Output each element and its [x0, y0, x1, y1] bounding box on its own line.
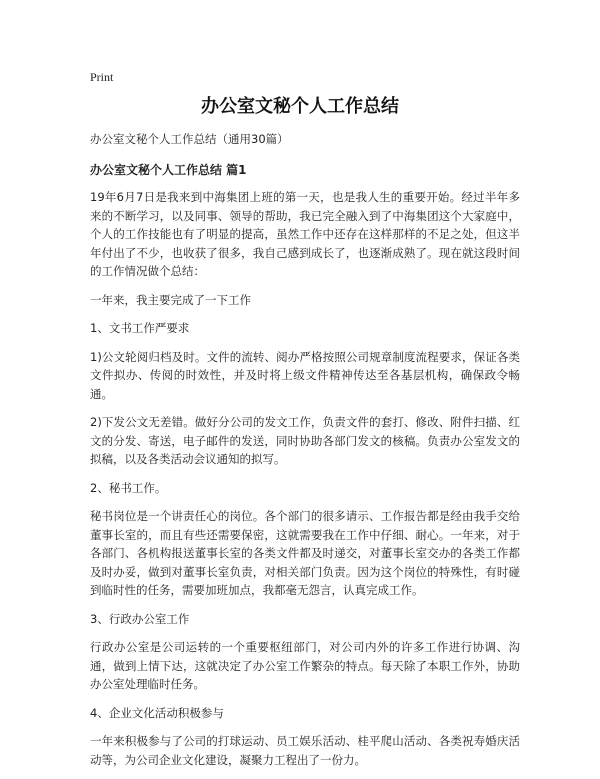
subheading-culture-activities: 4、企业文化活动积极参与: [90, 705, 224, 720]
paragraph-summary-lead: 一年来，我主要完成了一下工作: [90, 292, 251, 307]
paragraph-culture-activities: 一年来积极参与了公司的打球运动、员工娱乐活动、桂平爬山活动、各类祝寿婚庆活动等，为公司企业文化建设，凝聚力工程出了一份力。: [90, 734, 520, 767]
paragraph-admin-office: 行政办公室是公司运转的一个重要枢纽部门，对公司内外的许多工作进行协调、沟通，做到上情下达，这就决定了办公室工作繁杂的特点。每天除了本职工作外，协助办公室处理临时任务。: [90, 640, 520, 691]
subheading-admin-office: 3、行政办公室工作: [90, 611, 190, 626]
subheading-document-work: 1、文书工作严要求: [90, 321, 190, 335]
paragraph-intro: 19年6月7日是我来到中海集团上班的第一天，也是我人生的重要开始。经过半年多来的不断学习，以及同事、领导的帮助，我已完全融入到了中海集团这个大家庭中，个人的工作技能也有了明显的提高，虽然工作中还存在这样那样的不足之处，但这半年付出了不少，也收获了很多，我自己感到成长了，也逐渐成熟了。现在就这段时间的工作情况做个总结：: [90, 190, 520, 278]
print-link[interactable]: Print: [90, 70, 114, 84]
paragraph-document-archiving: 1)公文轮阅归档及时。文件的流转、阅办严格按照公司规章制度流程要求，保证各类文件拟办、传阅的时效性，并及时将上级文件精神传达至各基层机构，确保政令畅通。: [90, 349, 520, 401]
paragraph-secretary-work: 秘书岗位是一个讲责任心的岗位。各个部门的很多请示、工作报告都是经由我手交给董事长室的，而且有些还需要保密，这就需要我在工作中仔细、耐心。一年来，对于各部门、各机构报送董事长室的各类文件都及时递交，对董事长室交办的各类工作都及时办妥，做到对董事长室负责，对相关部门负责。因为这个岗位的特殊性，有时碰到临时性的任务，需要加班加点，我都毫无怨言，认真完成工作。: [90, 509, 520, 597]
page-title: 办公室文秘个人工作总结: [201, 96, 399, 117]
section-heading: 办公室文秘个人工作总结 篇1: [90, 162, 247, 177]
document-subtitle: 办公室文秘个人工作总结（通用30篇）: [90, 132, 289, 146]
document-body: [90, 130, 520, 779]
subheading-secretary-work: 2、秘书工作。: [90, 480, 167, 495]
paragraph-document-issuing: 2)下发公文无差错。做好分公司的发文工作，负责文件的套打、修改、附件扫描、红文的分发、寄送，电子邮件的发送，同时协助各部门发文的核稿。负责办公室发文的拟稿，以及各类活动会议通知的拟写。: [90, 415, 520, 466]
